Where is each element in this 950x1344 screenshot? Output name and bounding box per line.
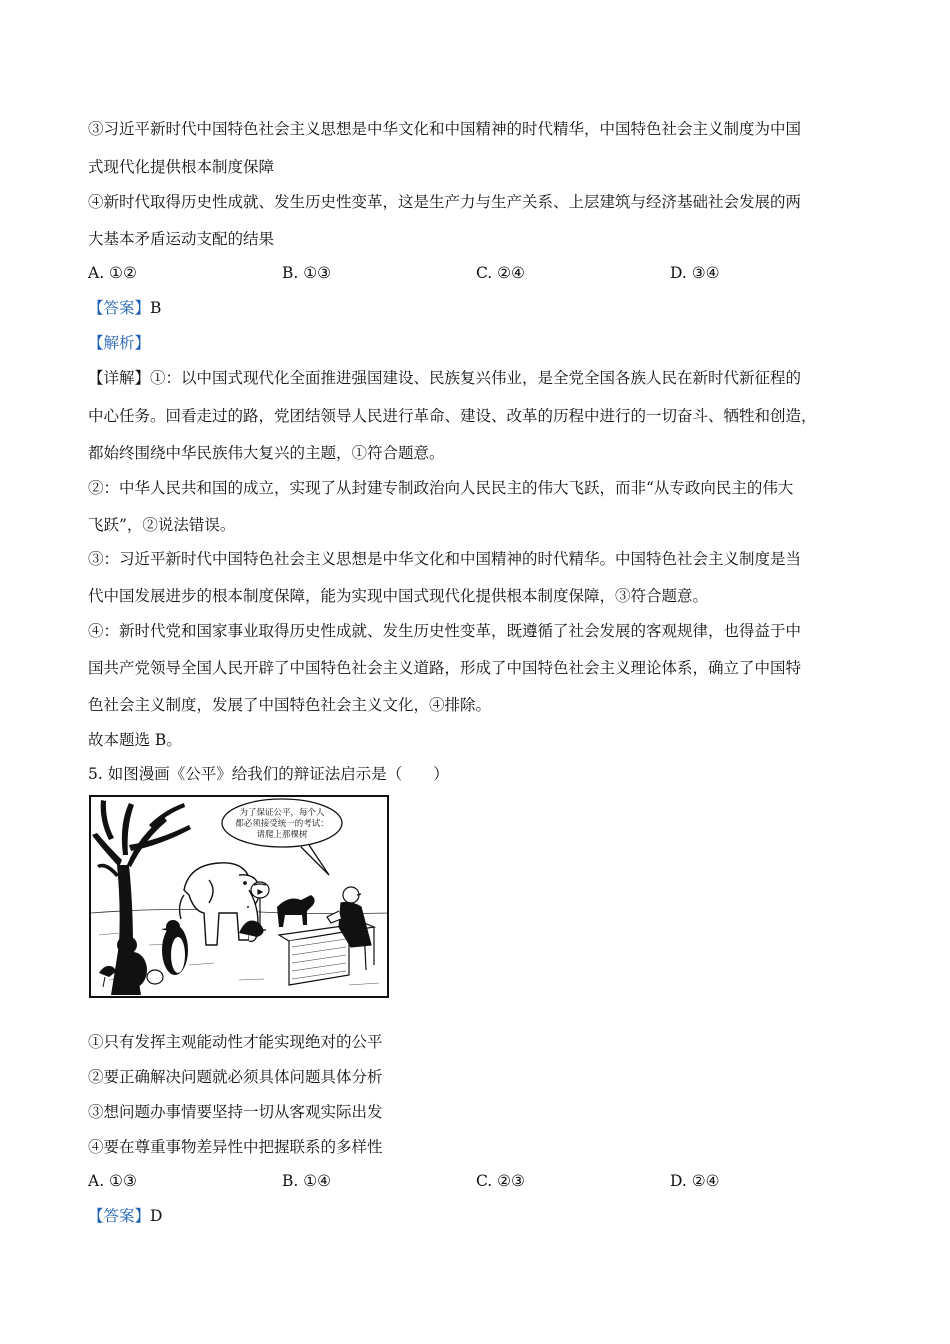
q4-option-b: B. ①③ — [282, 264, 332, 282]
detail-tag: 【详解】 — [88, 369, 151, 387]
detail-p1-line-2: 中心任务。回看走过的路，党团结领导人民进行革命、建设、改革的历程中进行的一切奋斗、牺牲和创造， — [88, 407, 817, 425]
statement-3-line-1: ③习近平新时代中国特色社会主义思想是中华文化和中国精神的时代精华，中国特色社会主义制度为中国 — [88, 120, 802, 138]
q5-option-b: B. ①④ — [282, 1172, 332, 1190]
q5-answer — [88, 1205, 162, 1227]
answer-tag: 【答案】 — [88, 299, 151, 317]
statement-3-line-2: 式现代化提供根本制度保障 — [88, 158, 275, 176]
detail-p4-line-3: 色社会主义制度，发展了中国特色社会主义文化，④排除。 — [88, 696, 492, 714]
q5-statement-1: ①只有发挥主观能动性才能实现绝对的公平 — [88, 1033, 383, 1051]
q4-answer — [88, 297, 161, 319]
detail-p4-line-1: ④：新时代党和国家事业取得历史性成就、发生历史性变革，既遵循了社会发展的客观规律，也得益于中 — [88, 622, 802, 640]
analysis-tag: 【解析】 — [88, 334, 151, 352]
q5-stem: 5. 如图漫画《公平》给我们的辩证法启示是（ ） — [88, 765, 449, 783]
detail-p4-line-2: 国共产党领导全国人民开辟了中国特色社会主义道路，形成了中国特色社会主义理论体系，确立了中国特 — [88, 659, 802, 677]
bubble-line-3: 请爬上那棵树 — [256, 830, 308, 840]
detail-p2-line-1: ②：中华人民共和国的成立，实现了从封建专制政治向人民民主的伟大飞跃，而非“从专政向民主的伟大 — [88, 479, 794, 497]
answer-value: B — [150, 299, 162, 317]
detail-conclusion: 故本题选 B。 — [88, 731, 182, 749]
bubble-line-1: 为了保证公平，每个人 — [239, 808, 325, 818]
q4-option-d: D. ③④ — [670, 264, 720, 282]
q5-statement-2: ②要正确解决问题就必须具体问题具体分析 — [88, 1068, 383, 1086]
q4-option-a: A. ①② — [88, 264, 137, 282]
answer-value: D — [150, 1207, 163, 1225]
q5-option-d: D. ②④ — [670, 1172, 720, 1190]
q5-option-c: C. ②③ — [476, 1172, 525, 1190]
fairness-cartoon-image — [89, 795, 389, 998]
statement-4-line-2: 大基本矛盾运动支配的结果 — [88, 230, 275, 248]
detail-p3-line-2: 代中国发展进步的根本制度保障，能为实现中国式现代化提供根本制度保障，③符合题意。 — [88, 587, 709, 605]
detail-p1-line-1: 【详解】①：以中国式现代化全面推进强国建设、民族复兴伟业，是全党全国各族人民在新时代新征程的 — [88, 369, 802, 387]
q5-option-a: A. ①③ — [88, 1172, 137, 1190]
q5-statement-4: ④要在尊重事物差异性中把握联系的多样性 — [88, 1138, 383, 1156]
detail-p3-line-1: ③：习近平新时代中国特色社会主义思想是中华文化和中国精神的时代精华。中国特色社会主义制度是当 — [88, 550, 802, 568]
q4-option-c: C. ②④ — [476, 264, 525, 282]
answer-tag: 【答案】 — [88, 1207, 151, 1225]
bubble-line-2: 都必须接受统一的考试： — [235, 819, 329, 829]
q5-statement-3: ③想问题办事情要坚持一切从客观实际出发 — [88, 1103, 383, 1121]
detail-p2-line-2: 飞跃”，②说法错误。 — [88, 516, 236, 534]
statement-4-line-1: ④新时代取得历史性成就、发生历史性变革，这是生产力与生产关系、上层建筑与经济基础社会发展的两 — [88, 193, 802, 211]
detail-p1-line-3: 都始终围绕中华民族伟大复兴的主题，①符合题意。 — [88, 444, 445, 462]
